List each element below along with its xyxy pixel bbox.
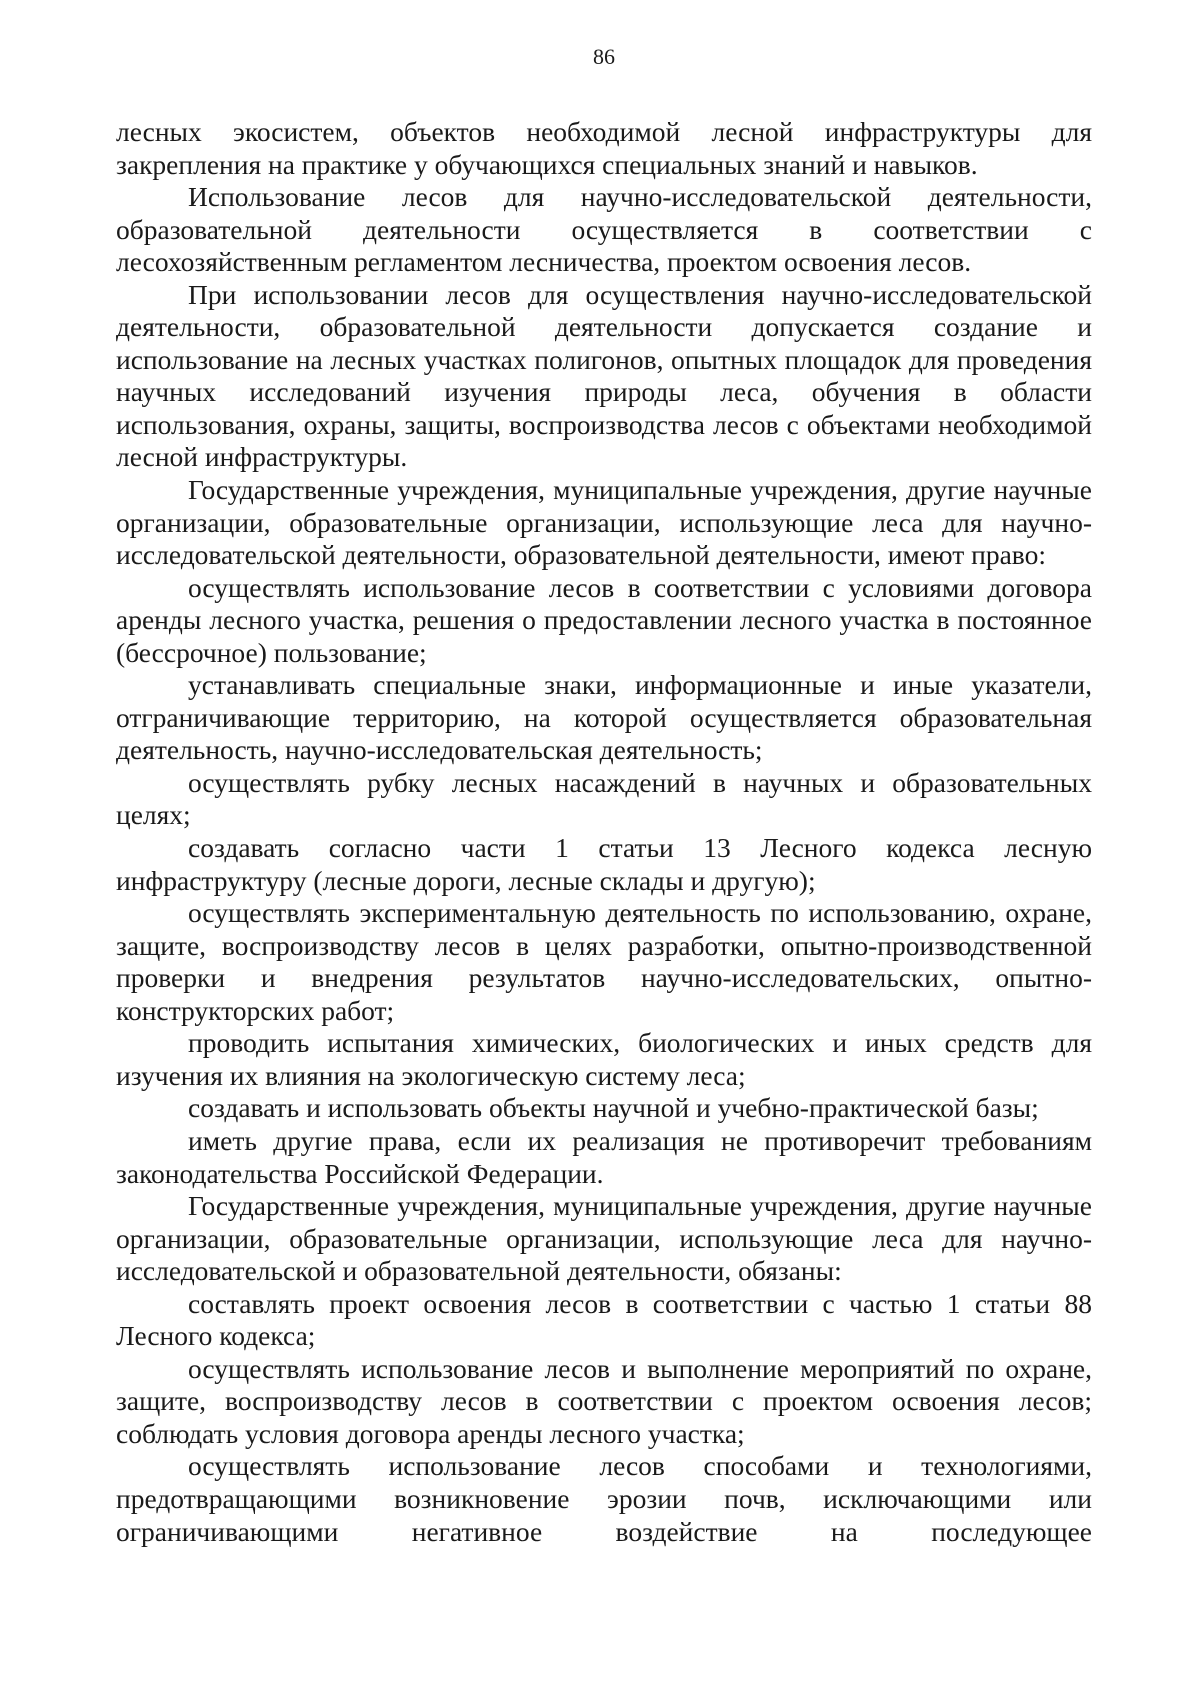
list-item-right-5: осуществлять экспериментальную деятельность по использованию, охране, защите, воспроизводству лесов в целях разработки, опытно-производственной проверки и внедрения результатов научно-исследовательских, опытно-конструкторских работ; bbox=[116, 897, 1092, 1026]
list-item-right-7: создавать и использовать объекты научной и учебно-практической базы; bbox=[188, 1092, 1039, 1124]
list-item-right-6: проводить испытания химических, биологических и иных средств для изучения их влияния на экологическую систему леса; bbox=[116, 1027, 1092, 1091]
paragraph-duties-intro: Государственные учреждения, муниципальные учреждения, другие научные организации, образовательные организации, использующие леса для научно-исследовательской и образовательной деятельности, обязаны: bbox=[116, 1190, 1092, 1287]
page-number: 86 bbox=[593, 44, 615, 69]
list-item-duty-3: осуществлять использование лесов способами и технологиями, предотвращающими возникновение эрозии почв, исключающими или ограничивающими негативное воздействие на последующее bbox=[116, 1450, 1092, 1547]
paragraph-1: лесных экосистем, объектов необходимой лесной инфраструктуры для закрепления на практике у обучающихся специальных знаний и навыков. bbox=[116, 116, 1092, 180]
paragraph-3: При использовании лесов для осуществления научно-исследовательской деятельности, образовательной деятельности допускается создание и использование на лесных участках полигонов, опытных площадок для проведения научных исследований изучения природы леса, обучения в области использования, охраны, защиты, воспроизводства лесов с объектами необходимой лесной инфраструктуры. bbox=[116, 278, 1092, 473]
list-item-right-3: осуществлять рубку лесных насаждений в научных и образовательных целях; bbox=[116, 766, 1092, 831]
list-item-right-8: иметь другие права, если их реализация не противоречит требованиям законодательства Российской Федерации. bbox=[116, 1124, 1092, 1189]
paragraph-2: Использование лесов для научно-исследовательской деятельности, образовательной деятельности осуществляется в соответствии с лесохозяйственным регламентом лесничества, проектом освоения лесов. bbox=[116, 181, 1092, 278]
paragraph-4: Государственные учреждения, муниципальные учреждения, другие научные организации, образовательные организации, использующие леса для научно-исследовательской деятельности, образовательной деятельности, имеют право: bbox=[116, 474, 1092, 571]
list-item-duty-1: составлять проект освоения лесов в соответствии с частью 1 статьи 88 Лесного кодекса; bbox=[116, 1287, 1092, 1352]
body-text bbox=[116, 116, 1092, 1548]
list-item-right-4: создавать согласно части 1 статьи 13 Лесного кодекса лесную инфраструктуру (лесные дороги, лесные склады и другую); bbox=[116, 832, 1092, 896]
list-item-right-1: осуществлять использование лесов в соответствии с условиями договора аренды лесного участка, решения о предоставлении лесного участка в постоянное (бессрочное) пользование; bbox=[116, 571, 1092, 668]
list-item-right-2: устанавливать специальные знаки, информационные и иные указатели, отграничивающие территорию, на которой осуществляется образовательная деятельность, научно-исследовательская деятельность; bbox=[116, 669, 1092, 766]
list-item-duty-2: осуществлять использование лесов и выполнение мероприятий по охране, защите, воспроизводству лесов в соответствии с проектом освоения лесов; соблюдать условия договора аренды лесного участка; bbox=[116, 1352, 1092, 1449]
